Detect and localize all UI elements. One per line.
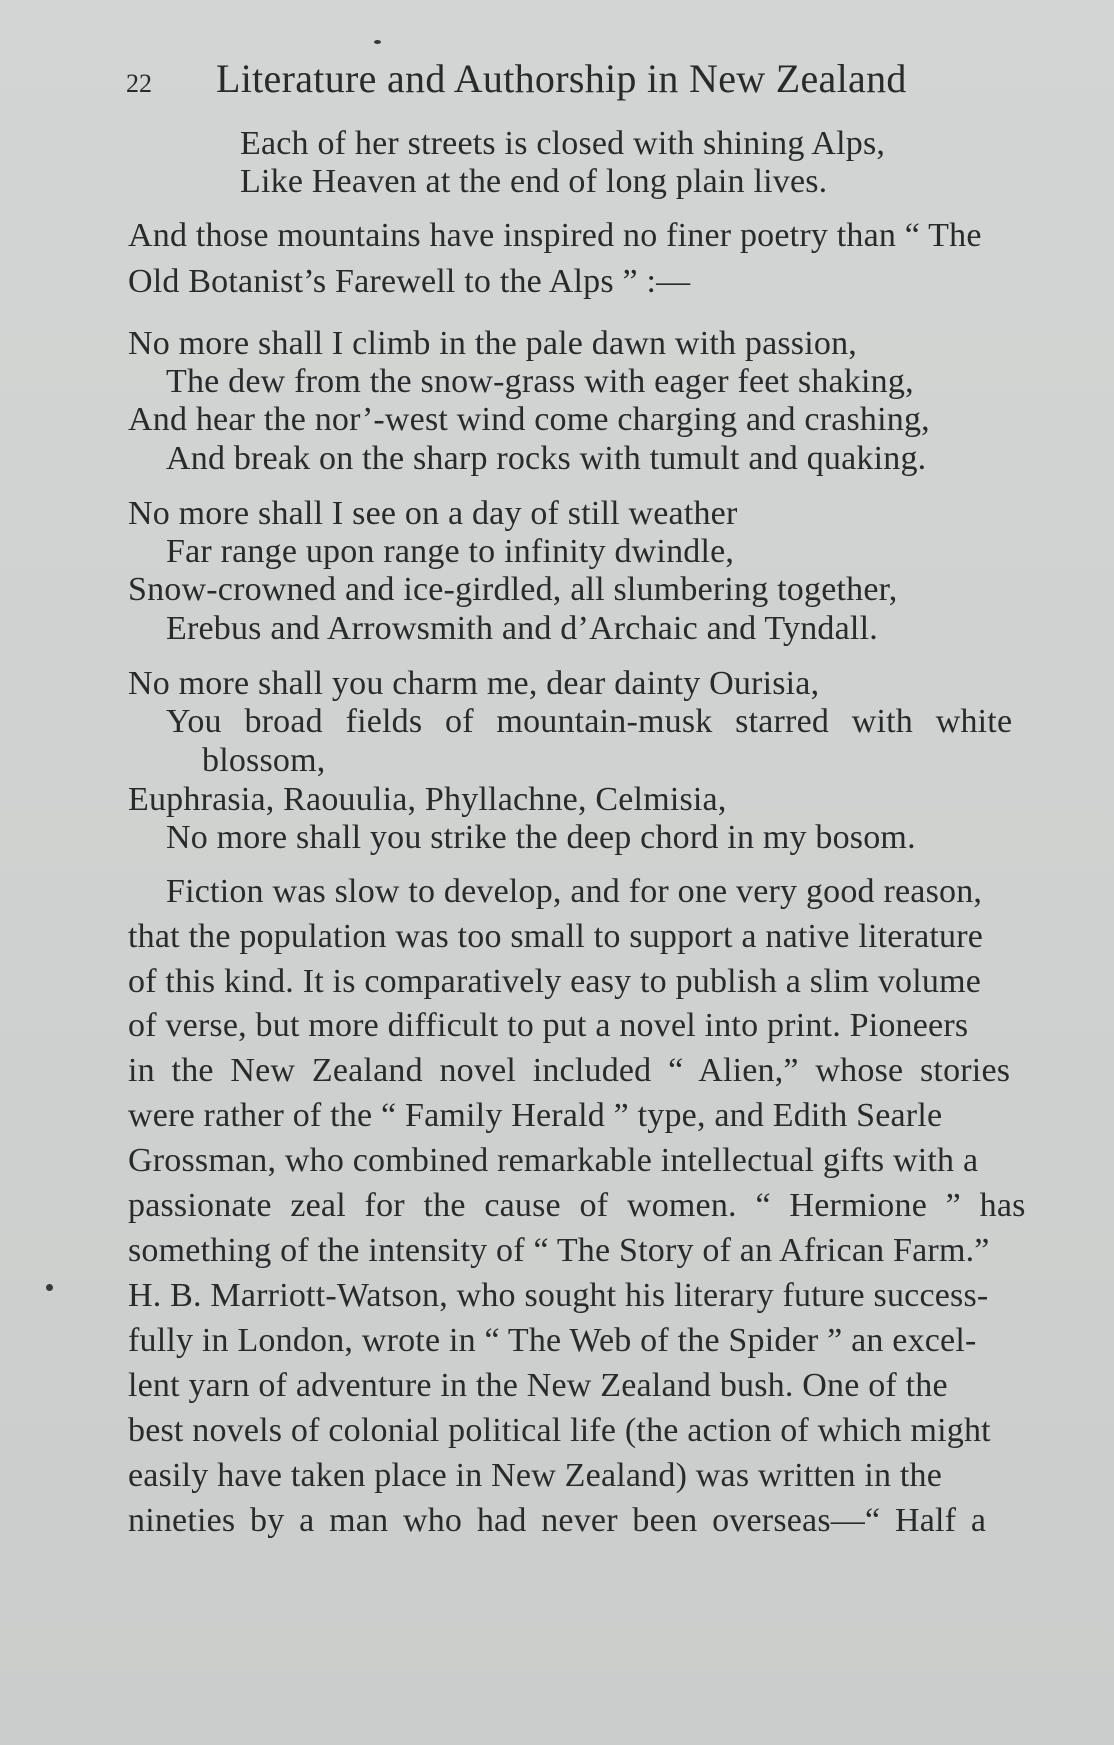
poem-line: And hear the nor’-west wind come charging and crashing, xyxy=(128,401,930,438)
poem-line: And break on the sharp rocks with tumult and quaking. xyxy=(166,440,927,477)
poem-line: Erebus and Arrowsmith and d’Archaic and Tyndall. xyxy=(166,610,878,647)
prose-words: And those mountains have inspired no finer poetry than “ The xyxy=(128,217,982,254)
page-number: 22 xyxy=(126,69,152,98)
prose-line: lent yarn of adventure in the New Zealand bush. One of the xyxy=(128,1367,948,1404)
poem-line: You broad fields of mountain-musk starred with white xyxy=(166,703,1013,740)
poem-line: Euphrasia, Raouulia, Phyllachne, Celmisia, xyxy=(128,781,727,818)
poem-line: Each of her streets is closed with shining Alps, xyxy=(240,125,886,162)
poem-line: Far range upon range to infinity dwindle, xyxy=(166,533,735,570)
prose-line: in the New Zealand novel included “ Alien,” whose stories xyxy=(128,1052,1011,1089)
prose-line: nineties by a man who had never been overseas—“ Half a xyxy=(128,1502,987,1539)
poem-line: No more shall you strike the deep chord in my bosom. xyxy=(166,819,916,856)
prose-line xyxy=(128,216,1074,256)
prose-line: Fiction was slow to develop, and for one very good reason, xyxy=(166,873,983,910)
prose-line: fully in London, wrote in “ The Web of the Spider ” an excel- xyxy=(128,1322,977,1359)
prose-line: of this kind. It is comparatively easy to publish a slim volume xyxy=(128,963,982,1000)
prose-line: that the population was too small to support a native literature xyxy=(128,918,984,955)
ink-speck xyxy=(46,1284,53,1291)
prose-line: Grossman, who combined remarkable intellectual gifts with a xyxy=(128,1142,979,1179)
running-title: Literature and Authorship in New Zealand xyxy=(216,56,907,101)
prose-line: something of the intensity of “ The Story of an African Farm.” xyxy=(128,1232,990,1269)
ink-speck xyxy=(374,40,381,44)
prose-line: Old Botanist’s Farewell to the Alps ” :— xyxy=(128,263,691,300)
prose-line: easily have taken place in New Zealand) was written in the xyxy=(128,1457,943,1494)
prose-line: passionate zeal for the cause of women. “ Hermione ” has xyxy=(128,1187,1026,1224)
prose-line: best novels of colonial political life (the action of which might xyxy=(128,1412,991,1449)
poem-line: No more shall I see on a day of still weather xyxy=(128,495,738,532)
poem-line: blossom, xyxy=(202,742,326,779)
prose-line: were rather of the “ Family Herald ” type, and Edith Searle xyxy=(128,1097,943,1134)
poem-line: Like Heaven at the end of long plain lives. xyxy=(240,163,828,200)
prose-line: of verse, but more difficult to put a novel into print. Pioneers xyxy=(128,1007,969,1044)
poem-line: No more shall you charm me, dear dainty Ourisia, xyxy=(128,665,820,702)
prose-line: H. B. Marriott-Watson, who sought his literary future success- xyxy=(128,1277,989,1314)
poem-line: Snow-crowned and ice-girdled, all slumbering together, xyxy=(128,571,898,608)
poem-line: No more shall I climb in the pale dawn with passion, xyxy=(128,325,857,362)
poem-line: The dew from the snow-grass with eager feet shaking, xyxy=(166,363,914,400)
